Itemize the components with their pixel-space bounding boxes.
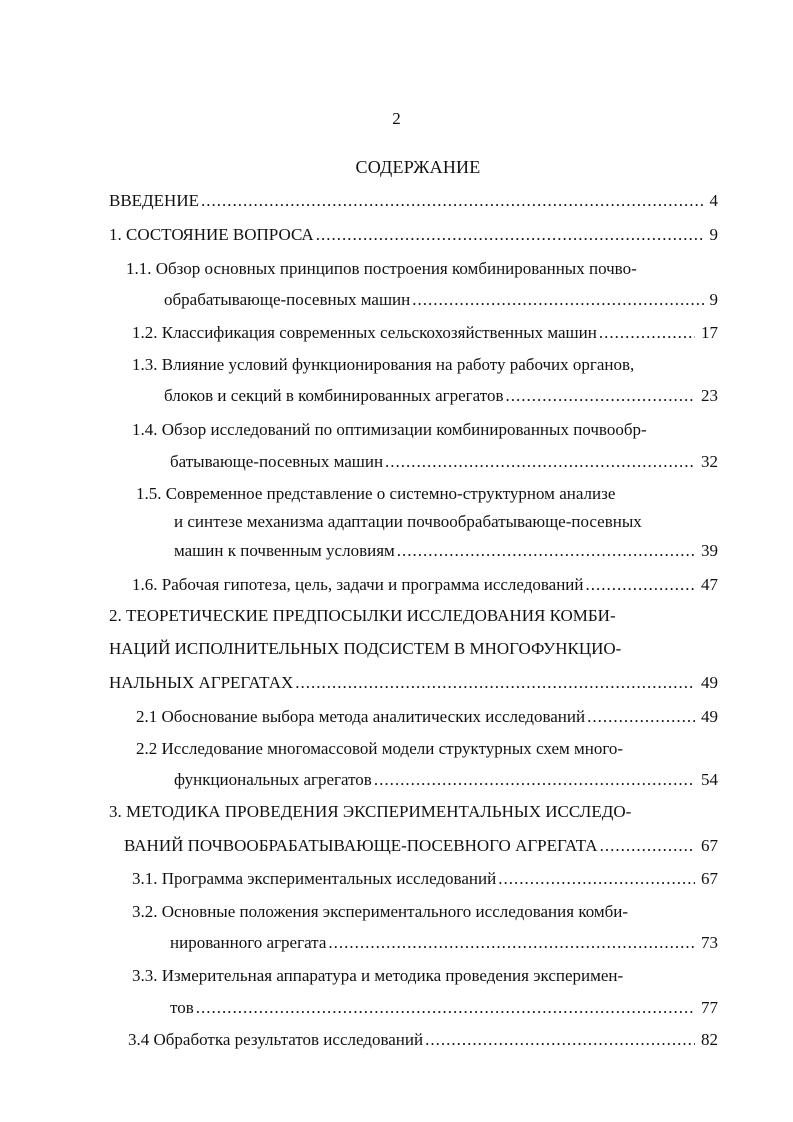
dot-leader: [385, 451, 695, 473]
toc-entry-title: 1.2. Классификация современных сельскохозяйственных машин: [132, 323, 597, 342]
dot-leader: [586, 574, 695, 596]
toc-entry-title: 3.4 Обработка результатов исследований: [128, 1030, 424, 1049]
dot-leader: [412, 289, 703, 311]
toc-page-number: 39: [701, 541, 718, 560]
toc-entry-title: обрабатывающе-посевных машин: [164, 290, 411, 309]
toc-entry-title: ВАНИЙ ПОЧВООБРАБАТЫВАЮЩЕ-ПОСЕВНОГО АГРЕГАТА: [124, 836, 598, 855]
toc-entry-1-1-line-1: 1.1. Обзор основных принципов построения комбинированных почво-: [126, 259, 637, 278]
toc-entry-title: 3.1. Программа экспериментальных исследований: [132, 869, 497, 888]
toc-page-number: 77: [701, 998, 718, 1017]
dot-leader: [196, 997, 695, 1019]
dot-leader: [599, 322, 695, 344]
toc-entry-title: 1.6. Рабочая гипотеза, цель, задачи и программа исследований: [132, 575, 584, 594]
dot-leader: [425, 1029, 695, 1051]
dot-leader: [201, 190, 704, 212]
toc-entry-3-3-line-2: [170, 997, 718, 1019]
toc-title: СОДЕРЖАНИЕ: [355, 157, 481, 177]
toc-page-number: 67: [701, 836, 718, 855]
toc-entry-introduction: [109, 190, 718, 212]
toc-entry-title: 2.1 Обоснование выбора метода аналитических исследований: [136, 707, 586, 726]
toc-page-number: 54: [701, 770, 718, 789]
dot-leader: [587, 706, 695, 728]
toc-entry-title: тов: [170, 998, 194, 1017]
toc-entry-chapter-2-line-2: НАЦИЙ ИСПОЛНИТЕЛЬНЫХ ПОДСИСТЕМ В МНОГОФУНКЦИО-: [109, 639, 622, 658]
dot-leader: [295, 672, 695, 694]
toc-entry-title: машин к почвенным условиям: [174, 541, 395, 560]
toc-entry-1-2: [132, 322, 718, 344]
toc-entry-title: НАЛЬНЫХ АГРЕГАТАХ: [109, 673, 294, 692]
toc-page-number: 82: [701, 1030, 718, 1049]
toc-entry-3-3-line-1: 3.3. Измерительная аппаратура и методика проведения эксперимен-: [132, 966, 624, 985]
page-number: 2: [392, 109, 401, 128]
dot-leader: [600, 835, 695, 857]
toc-entry-3-1: [132, 868, 718, 890]
toc-entry-1-5-line-3: [174, 540, 718, 562]
toc-entry-title: блоков и секций в комбинированных агрегатов: [164, 386, 504, 405]
toc-entry-title: 1. СОСТОЯНИЕ ВОПРОСА: [109, 225, 314, 244]
toc-entry-1-5-line-2: и синтезе механизма адаптации почвообрабатывающе-посевных: [174, 512, 642, 531]
toc-entry-chapter-1: [109, 224, 718, 246]
toc-page-number: 49: [701, 707, 718, 726]
toc-page-number: 23: [701, 386, 718, 405]
toc-page-number: 67: [701, 869, 718, 888]
dot-leader: [498, 868, 695, 890]
toc-entry-1-5-line-1: 1.5. Современное представление о системно-структурном анализе: [136, 484, 616, 503]
toc-entry-chapter-2-line-3: [109, 672, 718, 694]
toc-entry-1-3-line-1: 1.3. Влияние условий функционирования на работу рабочих органов,: [132, 355, 635, 374]
toc-page-number: 73: [701, 933, 718, 952]
toc-entry-title: функциональных агрегатов: [174, 770, 372, 789]
toc-entry-title: батывающе-посевных машин: [170, 452, 384, 471]
toc-entry-3-2-line-1: 3.2. Основные положения экспериментального исследования комби-: [132, 902, 629, 921]
toc-entry-1-6: [132, 574, 718, 596]
toc-page-number: 32: [701, 452, 718, 471]
toc-page-number: 17: [701, 323, 718, 342]
toc-page-number: 47: [701, 575, 718, 594]
toc-entry-1-1-line-2: [164, 289, 718, 311]
dot-leader: [316, 224, 704, 246]
toc-page-number: 49: [701, 673, 718, 692]
toc-entry-chapter-3-line-2: [124, 835, 718, 857]
dot-leader: [374, 769, 695, 791]
dot-leader: [505, 385, 695, 407]
toc-page-number: 9: [709, 225, 718, 244]
toc-entry-2-2-line-2: [174, 769, 718, 791]
toc-entry-1-4-line-1: 1.4. Обзор исследований по оптимизации комбинированных почвообр-: [132, 420, 647, 439]
toc-entry-title: нированного агрегата: [170, 933, 327, 952]
toc-entry-chapter-2-line-1: 2. ТЕОРЕТИЧЕСКИЕ ПРЕДПОСЫЛКИ ИССЛЕДОВАНИЯ КОМБИ-: [109, 606, 616, 625]
dot-leader: [328, 932, 695, 954]
toc-entry-2-1: [136, 706, 718, 728]
toc-entry-1-3-line-2: [164, 385, 718, 407]
toc-page-number: 4: [709, 191, 718, 210]
dot-leader: [397, 540, 695, 562]
toc-entry-2-2-line-1: 2.2 Исследование многомассовой модели структурных схем много-: [136, 739, 624, 758]
toc-entry-3-4: [128, 1029, 718, 1051]
toc-entry-3-2-line-2: [170, 932, 718, 954]
toc-entry-1-4-line-2: [170, 451, 718, 473]
toc-entry-chapter-3-line-1: 3. МЕТОДИКА ПРОВЕДЕНИЯ ЭКСПЕРИМЕНТАЛЬНЫХ ИССЛЕДО-: [109, 802, 632, 821]
toc-entry-title: ВВЕДЕНИЕ: [109, 191, 199, 210]
toc-page-number: 9: [709, 290, 718, 309]
